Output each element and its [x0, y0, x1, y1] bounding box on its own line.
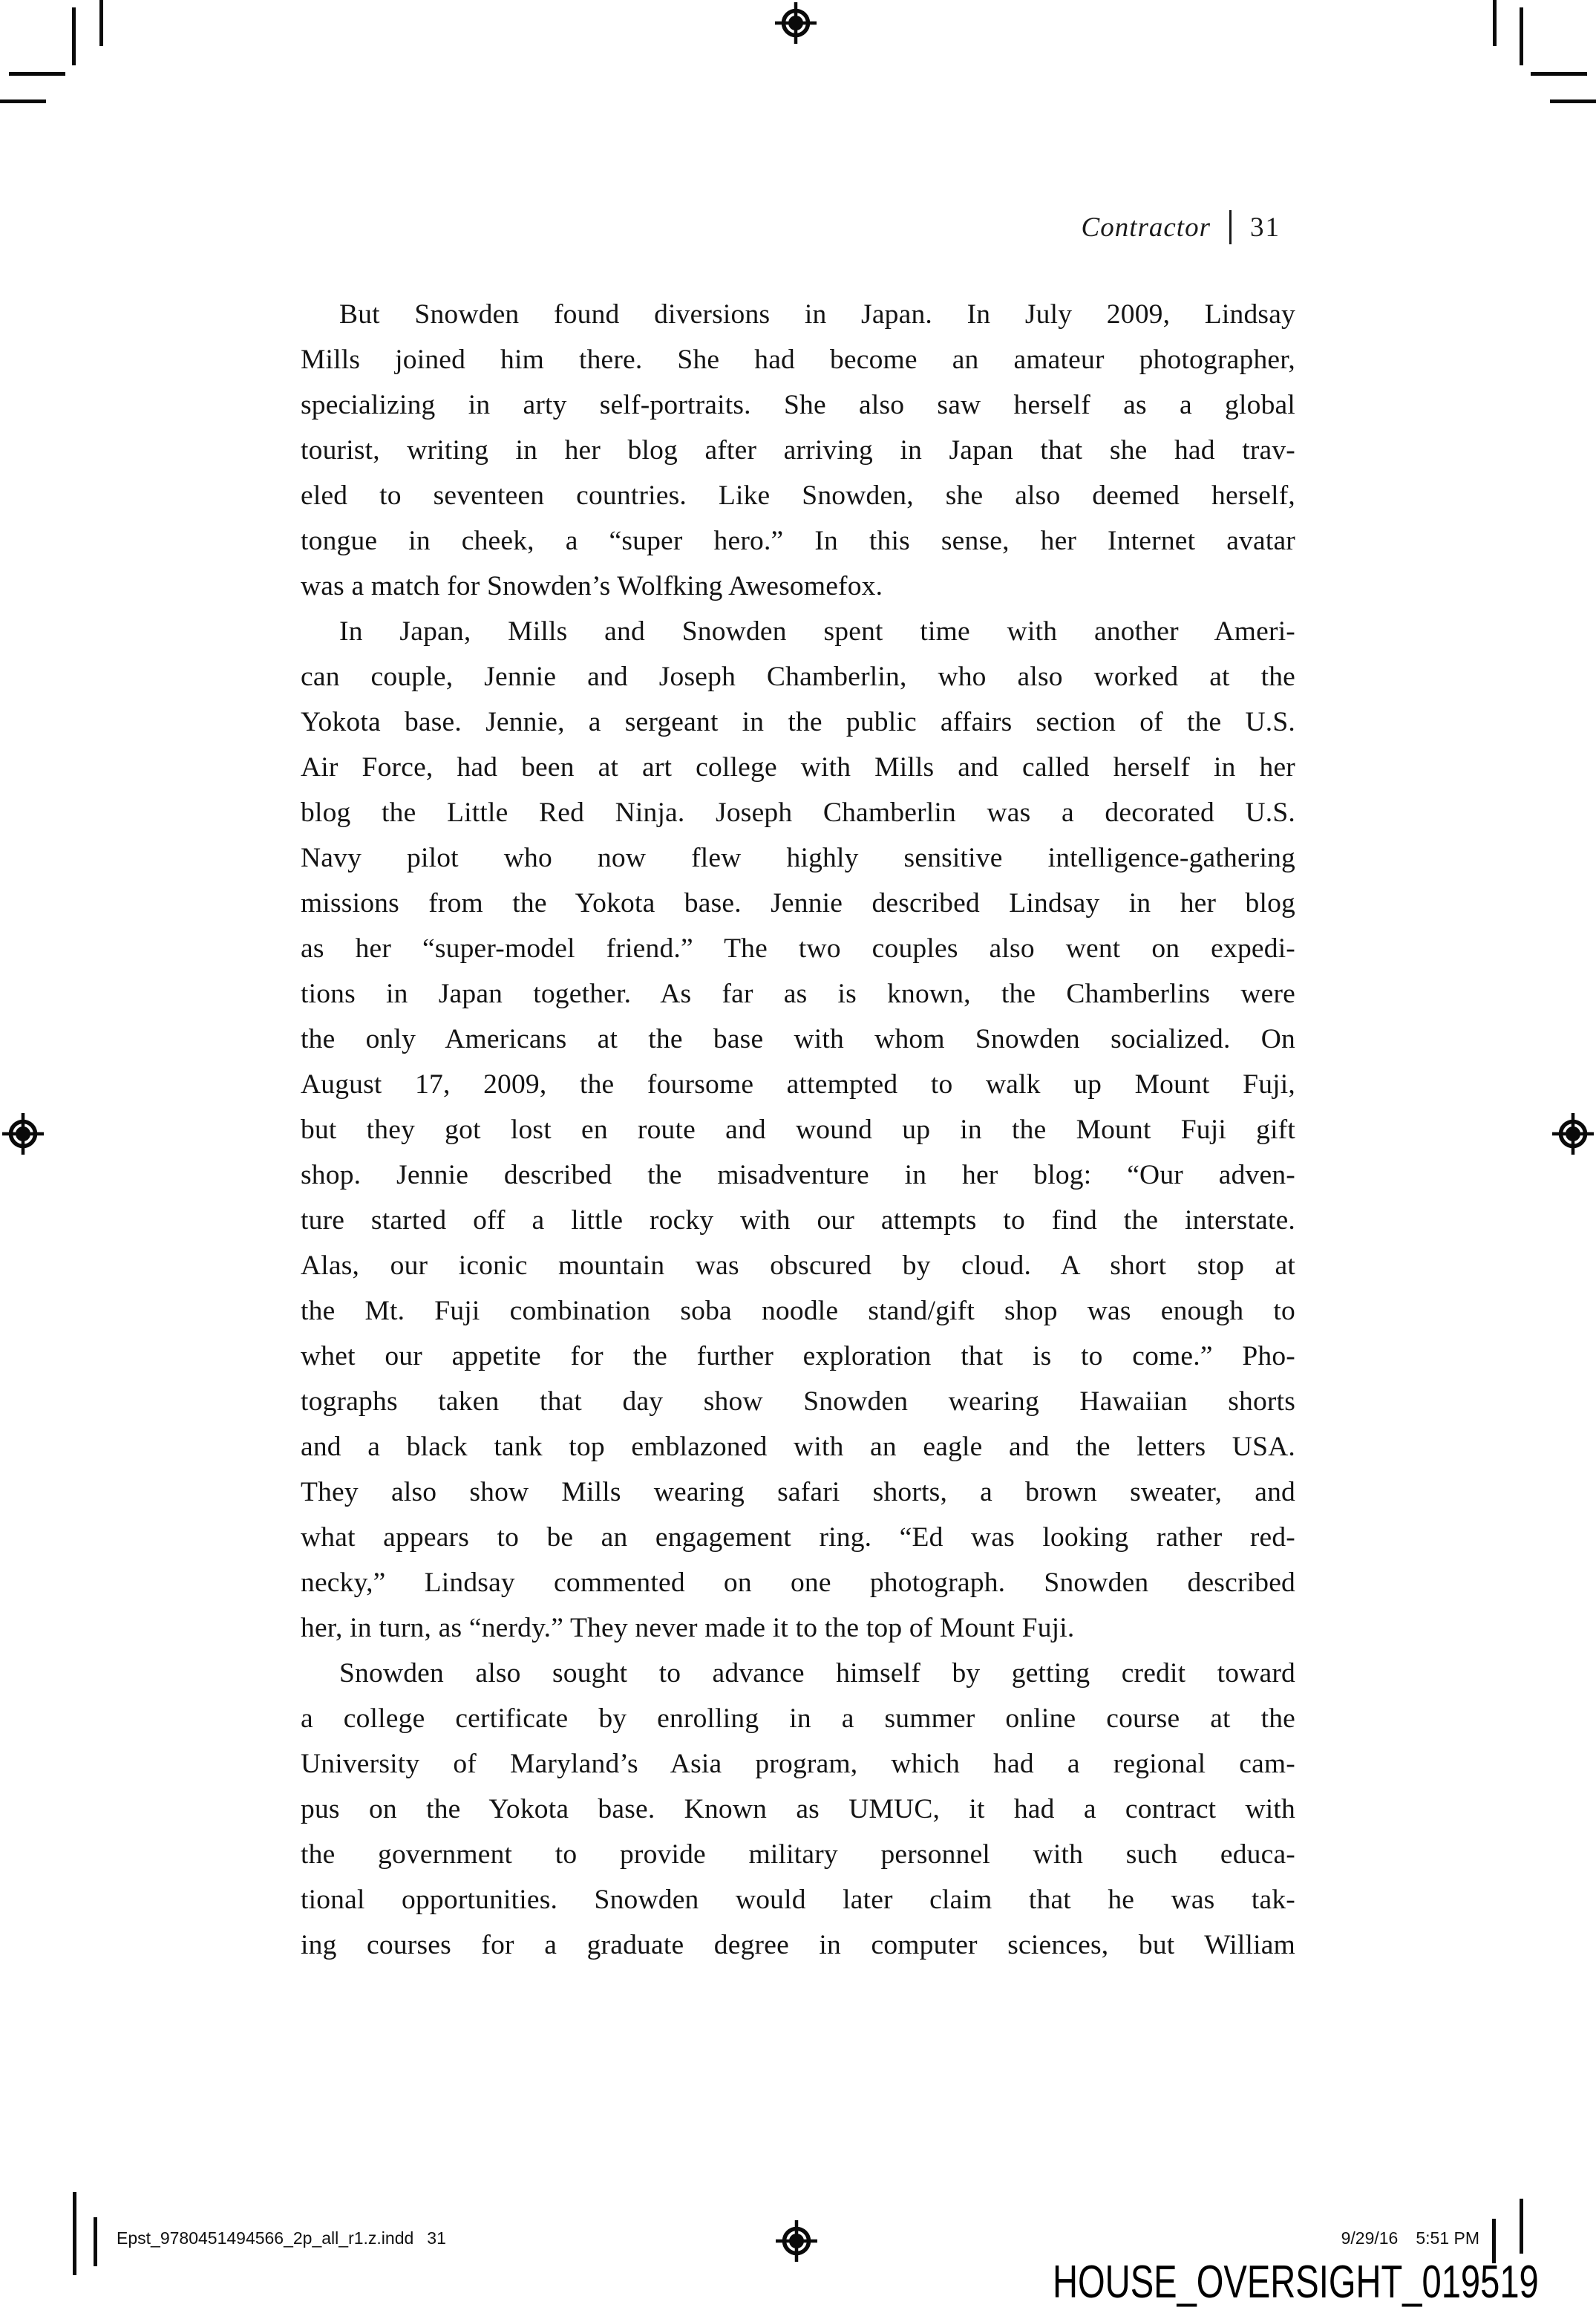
crop-mark: [0, 100, 46, 103]
body-line: University of Maryland’s Asia program, which had a regional cam-: [301, 1749, 1295, 1779]
body-line: but they got lost en route and wound up in the Mount Fuji gift: [301, 1115, 1295, 1145]
crop-mark: [1493, 0, 1497, 46]
body-line: the government to provide military personnel with such educa-: [301, 1839, 1295, 1870]
body-line: tional opportunities. Snowden would later claim that he was tak-: [301, 1885, 1295, 1915]
body-line: Navy pilot who now flew highly sensitive intelligence-gathering: [301, 843, 1295, 873]
body-line: her, in turn, as “nerdy.” They never made it to the top of Mount Fuji.: [301, 1613, 1075, 1643]
body-line: what appears to be an engagement ring. “Ed was looking rather red-: [301, 1522, 1295, 1553]
body-line: eled to seventeen countries. Like Snowden, she also deemed herself,: [301, 480, 1295, 511]
body-line: Snowden also sought to advance himself by getting credit toward: [339, 1658, 1295, 1689]
body-line: Mills joined him there. She had become an amateur photographer,: [301, 345, 1295, 375]
running-head: [1082, 210, 1281, 245]
page-number: 31: [1250, 212, 1281, 243]
body-line: pus on the Yokota base. Known as UMUC, it had a contract with: [301, 1794, 1295, 1824]
body-line: whet our appetite for the further exploration that is to come.” Pho-: [301, 1341, 1295, 1371]
body-line: Alas, our iconic mountain was obscured by cloud. A short stop at: [301, 1250, 1295, 1281]
body-line: Yokota base. Jennie, a sergeant in the public affairs section of the U.S.: [301, 707, 1295, 737]
slug-time: 5:51 PM: [1416, 2228, 1479, 2248]
crop-mark: [72, 7, 76, 65]
registration-target-icon: [1551, 1112, 1595, 1156]
running-head-divider: [1229, 210, 1232, 244]
crop-mark: [1531, 72, 1587, 76]
body-line: shop. Jennie described the misadventure in her blog: “Our adven-: [301, 1160, 1295, 1190]
crop-mark: [73, 2192, 76, 2275]
crop-mark: [1520, 7, 1523, 65]
slug-date: 9/29/16: [1341, 2228, 1399, 2248]
crop-mark: [9, 72, 65, 76]
registration-target-icon: [774, 1, 818, 45]
slug-page-number: 31: [427, 2228, 446, 2248]
body-line: tions in Japan together. As far as is known, the Chamberlins were: [301, 979, 1295, 1009]
body-line: a college certificate by enrolling in a summer online course at the: [301, 1703, 1295, 1734]
body-line: the only Americans at the base with whom Snowden socialized. On: [301, 1024, 1295, 1054]
body-line: can couple, Jennie and Joseph Chamberlin, who also worked at the: [301, 662, 1295, 692]
body-line: August 17, 2009, the foursome attempted to walk up Mount Fuji,: [301, 1069, 1295, 1100]
crop-mark: [99, 0, 103, 46]
body-line: tongue in cheek, a “super hero.” In this sense, her Internet avatar: [301, 526, 1295, 556]
body-line: tourist, writing in her blog after arriving in Japan that she had trav-: [301, 435, 1295, 466]
body-line: Air Force, had been at art college with Mills and called herself in her: [301, 752, 1295, 783]
body-line: necky,” Lindsay commented on one photograph. Snowden described: [301, 1568, 1295, 1598]
body-line: tographs taken that day show Snowden wearing Hawaiian shorts: [301, 1386, 1295, 1417]
body-line: They also show Mills wearing safari shorts, a brown sweater, and: [301, 1477, 1295, 1507]
footer-slug-left: [117, 2228, 446, 2248]
slug-filename: Epst_9780451494566_2p_all_r1.z.indd: [117, 2228, 414, 2248]
body-line: the Mt. Fuji combination soba noodle stand/gift shop was enough to: [301, 1296, 1295, 1326]
crop-mark: [1520, 2199, 1523, 2254]
body-line: was a match for Snowden’s Wolfking Awesomefox.: [301, 571, 883, 601]
chapter-title: Contractor: [1081, 212, 1211, 243]
body-line: as her “super-model friend.” The two couples also went on expedi-: [301, 933, 1295, 964]
body-line: But Snowden found diversions in Japan. In July 2009, Lindsay: [339, 299, 1295, 330]
registration-target-icon: [1, 1112, 45, 1156]
bates-stamp: HOUSE_OVERSIGHT_019519: [1053, 2257, 1539, 2308]
body-line: ture started off a little rocky with our attempts to find the interstate.: [301, 1205, 1295, 1236]
crop-mark: [94, 2217, 97, 2266]
footer-slug-right: [1341, 2228, 1479, 2248]
crop-mark: [1550, 100, 1596, 103]
body-line: In Japan, Mills and Snowden spent time with another Ameri-: [339, 616, 1295, 647]
body-line: specializing in arty self-portraits. She also saw herself as a global: [301, 390, 1295, 420]
registration-target-icon: [774, 2219, 819, 2263]
body-line: blog the Little Red Ninja. Joseph Chamberlin was a decorated U.S.: [301, 797, 1295, 828]
body-line: and a black tank top emblazoned with an eagle and the letters USA.: [301, 1432, 1295, 1462]
body-text: [301, 292, 1295, 1968]
body-line: ing courses for a graduate degree in computer sciences, but William: [301, 1930, 1295, 1960]
body-line: missions from the Yokota base. Jennie described Lindsay in her blog: [301, 888, 1295, 919]
